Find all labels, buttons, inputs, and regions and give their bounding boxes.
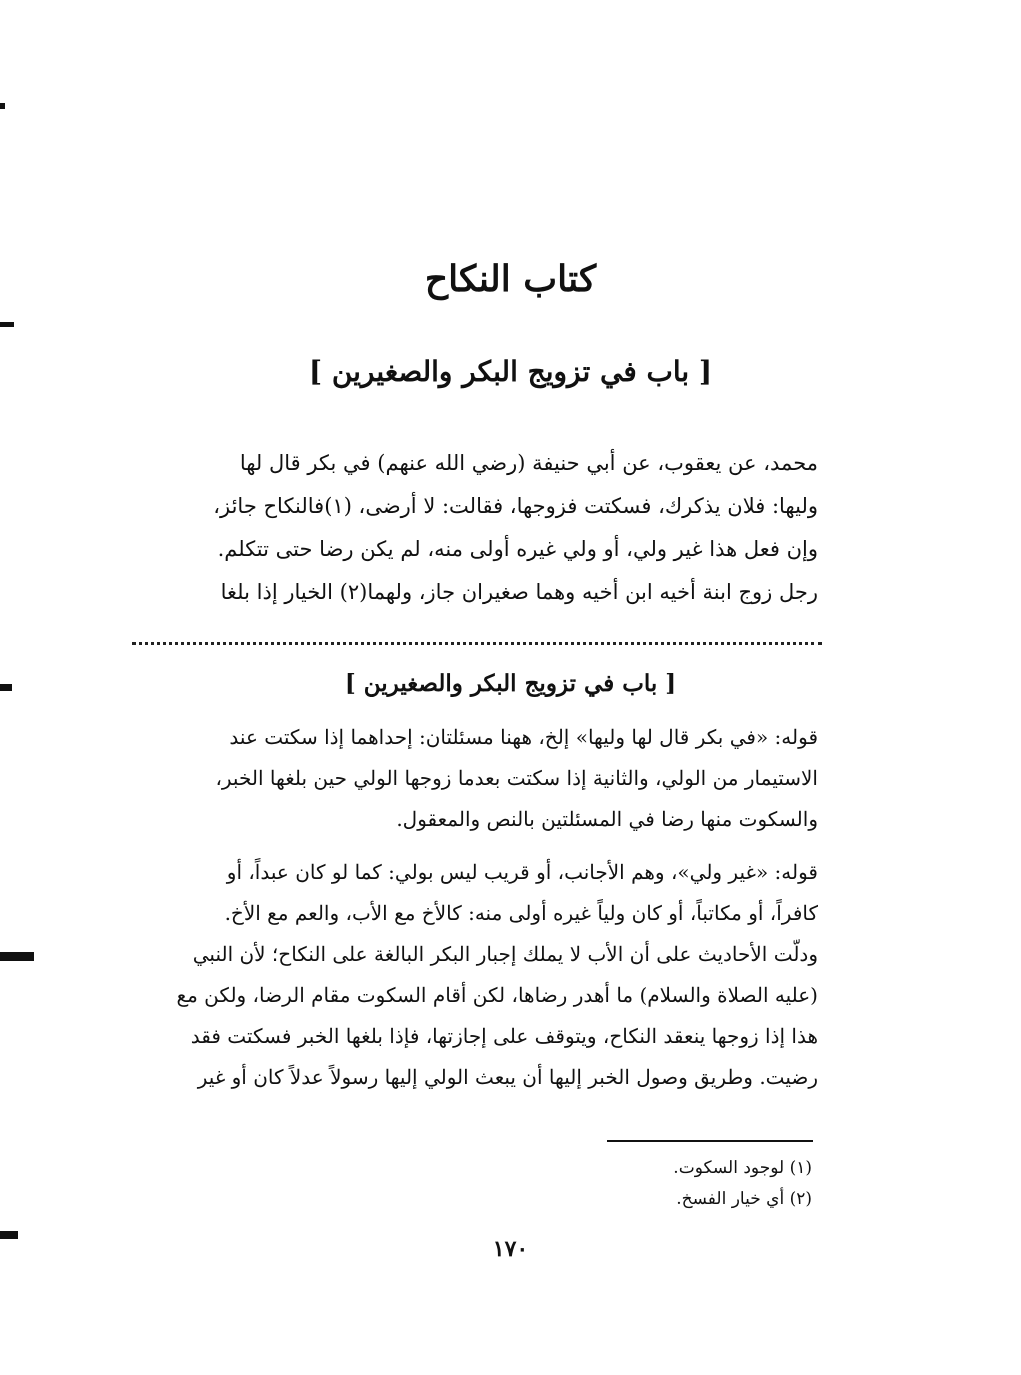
scan-margin-mark xyxy=(0,103,5,109)
dotted-separator xyxy=(132,642,822,661)
footnote: (١) لوجود السكوت. xyxy=(673,1158,812,1178)
text-line: رجل زوج ابنة أخيه ابن أخيه وهما صغيران جاز، ولهما(٢) الخيار إذا بلغا xyxy=(220,580,818,604)
text-line: كافراً، أو مكاتباً، أو كان ولياً غيره أولى منه: كالأخ مع الأب، والعم مع الأخ. xyxy=(224,901,818,925)
text-line: محمد، عن يعقوب، عن أبي حنيفة (رضي الله عنهم) في بكر قال لها xyxy=(239,451,818,475)
chapter-title: كتاب النكاح xyxy=(424,258,597,300)
text-line: (عليه الصلاة والسلام) ما أهدر رضاها، لكن أقام السكوت مقام الرضا، ولكن مع xyxy=(176,983,818,1007)
footnote: (٢) أي خيار الفسخ. xyxy=(676,1189,812,1209)
scan-margin-mark xyxy=(0,952,34,961)
text-line: وإن فعل هذا غير ولي، أو ولي غيره أولى منه، لم يكن رضا حتى تتكلم. xyxy=(217,537,818,561)
text-line: رضيت. وطريق وصول الخبر إليها أن يبعث الولي إليها رسولاً عدلاً كان أو غير xyxy=(197,1065,818,1089)
text-line: هذا إذا زوجها ينعقد النكاح، ويتوقف على إجازتها، فإذا بلغها الخبر فسكتت فقد xyxy=(190,1024,818,1048)
text-line: والسكوت منها رضا في المسئلتين بالنص والمعقول. xyxy=(396,807,818,831)
main-text xyxy=(128,442,818,614)
text-line: الاستيمار من الولي، والثانية إذا سكتت بعدما زوجها الولي حين بلغها الخبر، xyxy=(215,766,818,790)
page-number: ١٧٠ xyxy=(492,1236,529,1262)
commentary-paragraph-1 xyxy=(128,717,818,840)
text-line: قوله: «غير ولي»، وهم الأجانب، أو قريب ليس بولي: كما لو كان عبداً، أو xyxy=(226,860,818,884)
commentary-heading: [ باب في تزويج البكر والصغيرين ] xyxy=(344,670,677,697)
section-heading: [ باب في تزويج البكر والصغيرين ] xyxy=(308,355,713,388)
footnote-rule xyxy=(607,1140,813,1142)
text-line: وليها: فلان يذكرك، فسكتت فزوجها، فقالت: لا أرضى، (١)فالنكاح جائز، xyxy=(213,494,818,518)
text-line: ودلّت الأحاديث على أن الأب لا يملك إجبار البكر البالغة على النكاح؛ لأن النبي xyxy=(192,942,818,966)
scan-margin-mark xyxy=(0,322,14,327)
footnotes xyxy=(500,1153,812,1215)
text-line: قوله: «في بكر قال لها وليها» إلخ، ههنا مسئلتان: إحداهما إذا سكتت عند xyxy=(229,725,818,749)
commentary-paragraph-2 xyxy=(128,852,818,1098)
